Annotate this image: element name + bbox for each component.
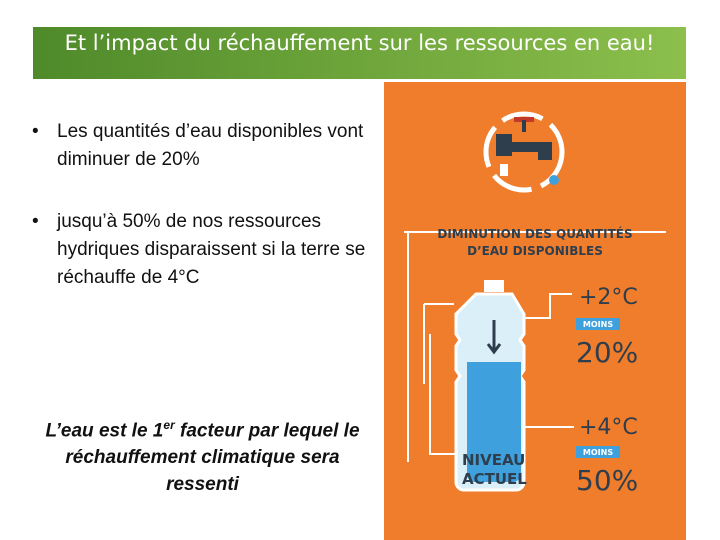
infographic-heading-2: D’EAU DISPONIBLES [467,244,603,258]
badge-moins-2-label: MOINS [582,448,614,457]
conclusion-part1: L’eau est le 1 [45,420,164,442]
water-infographic [384,82,686,540]
conclusion-superscript: er [163,418,175,432]
temp-plus4: +4°C [579,415,638,440]
bullet-text: jusqu’à 50% de nos ressources hydriques disparaissent si la terre se réchauffe de 4°C [57,211,366,288]
pct-50: 50% [576,464,639,497]
slide-title-bar [33,27,686,79]
bullet-list [30,118,375,326]
bullet-item [30,208,375,292]
bullet-text: Les quantités d’eau disponibles vont diminuer de 20% [57,121,364,170]
actuel-label: ACTUEL [462,470,527,488]
badge-moins-1-label: MOINS [582,320,614,329]
slide-title: Et l’impact du réchauffement sur les ressources en eau! [64,31,655,55]
conclusion-text [30,412,375,498]
infographic-heading: DIMINUTION DES QUANTITÉS [437,227,633,241]
temp-plus2: +2°C [579,285,638,310]
niveau-label: NIVEAU [462,451,526,469]
bullet-dot: • [32,211,39,232]
conclusion-part2: facteur par lequel le réchauffement climatique sera ressenti [65,420,360,496]
pct-20: 20% [576,336,639,369]
bullet-item [30,118,375,174]
bullet-dot: • [32,121,39,142]
